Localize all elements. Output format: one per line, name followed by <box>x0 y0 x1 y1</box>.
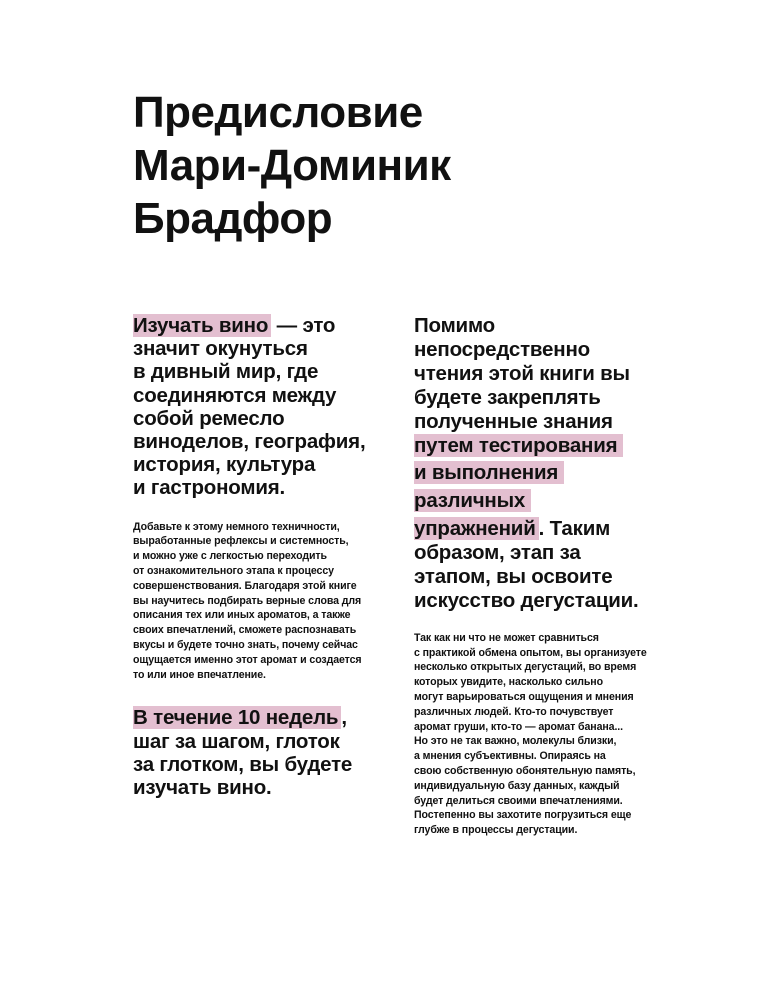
body-line: будет делиться своими впечатлениями. <box>414 794 623 807</box>
right-column <box>414 314 684 838</box>
lead-text: . Таким <box>538 517 611 541</box>
lead-line: полученные знания <box>414 409 613 433</box>
lead-line: за глотком, вы будете <box>133 752 353 776</box>
left-lead-paragraph <box>133 314 395 500</box>
lead-line <box>414 434 684 458</box>
highlighted-text: путем тестирования <box>414 434 623 457</box>
lead-line: шаг за шагом, глоток <box>133 729 340 753</box>
body-line: вы научитесь подбирать верные слова для <box>133 594 362 607</box>
body-line: с практикой обмена опытом, вы организуете <box>414 646 647 659</box>
body-line: выработанные рефлексы и системность, <box>133 535 349 548</box>
lead-line: история, культура <box>133 453 316 477</box>
right-lead-paragraph <box>414 314 684 613</box>
lead-line <box>414 489 684 513</box>
body-line: аромат груши, кто-то — аромат банана... <box>414 720 623 733</box>
lead-line: искусство дегустации. <box>414 588 639 612</box>
lead-line: непосредственно <box>414 337 590 361</box>
lead-line: виноделов, география, <box>133 430 366 454</box>
body-line: а мнения субъективны. Опираясь на <box>414 750 606 763</box>
lead-text: — это <box>271 314 336 337</box>
lead-line <box>414 461 684 485</box>
body-line: различных людей. Кто-то почувствует <box>414 705 614 718</box>
body-line: Так как ни что не может сравниться <box>414 631 599 644</box>
body-line: от ознакомительного этапа к процессу <box>133 565 334 578</box>
body-line: и можно уже с легкостью переходить <box>133 550 327 563</box>
body-line: глубже в процессы дегустации. <box>414 824 578 837</box>
lead-line: значит окунуться <box>133 337 308 361</box>
lead-line: образом, этап за <box>414 541 581 565</box>
lead-line: собой ремесло <box>133 406 285 430</box>
highlighted-text: Изучать вино <box>133 314 271 337</box>
body-line: своих впечатлений, сможете распознавать <box>133 624 357 637</box>
title-line: Предисловие <box>133 88 423 137</box>
lead-line: соединяются между <box>133 383 337 407</box>
body-line: которых увидите, насколько сильно <box>414 676 603 689</box>
body-line: могут варьироваться ощущения и мнения <box>414 691 634 704</box>
lead-line: будете закреплять <box>414 385 601 409</box>
left-lead-paragraph-2 <box>133 706 395 799</box>
lead-line: изучать вино. <box>133 776 272 799</box>
page-title <box>133 86 693 245</box>
lead-line: чтения этой книги вы <box>414 361 630 385</box>
body-line: Но это не так важно, молекулы близки, <box>414 735 617 748</box>
lead-line: в дивный мир, где <box>133 360 319 384</box>
body-line: вкусы и будете точно знать, почему сейчас <box>133 639 358 651</box>
highlighted-text: и выполнения <box>414 461 564 484</box>
lead-line: и гастрономия. <box>133 476 285 500</box>
left-body-paragraph <box>133 520 395 683</box>
right-body-paragraph <box>414 631 684 838</box>
title-line: Брадфор <box>133 194 333 243</box>
lead-line <box>133 314 395 337</box>
lead-line <box>133 706 395 729</box>
highlighted-text: В течение 10 недель <box>133 706 341 729</box>
lead-line: Помимо <box>414 314 495 337</box>
body-line: несколько открытых дегустаций, во время <box>414 661 637 674</box>
left-column <box>133 314 395 799</box>
title-line: Мари-Доминик <box>133 141 451 190</box>
lead-line <box>414 517 684 541</box>
body-line: свою собственную обонятельную память, <box>414 765 636 778</box>
lead-line: этапом, вы освоите <box>414 565 613 589</box>
body-line: Добавьте к этому немного техничности, <box>133 520 340 533</box>
body-line: индивидуальную базу данных, каждый <box>414 779 620 792</box>
body-line: то или иное впечатление. <box>133 668 266 681</box>
lead-text: , <box>341 706 347 730</box>
body-line: описания тех или иных ароматов, а также <box>133 609 351 622</box>
body-line: ощущается именно этот аромат и создается <box>133 653 362 666</box>
highlighted-text: различных <box>414 489 531 512</box>
highlighted-text: упражнений <box>414 517 539 540</box>
body-line: совершенствования. Благодаря этой книге <box>133 579 357 592</box>
body-line: Постепенно вы захотите погрузиться еще <box>414 809 632 822</box>
